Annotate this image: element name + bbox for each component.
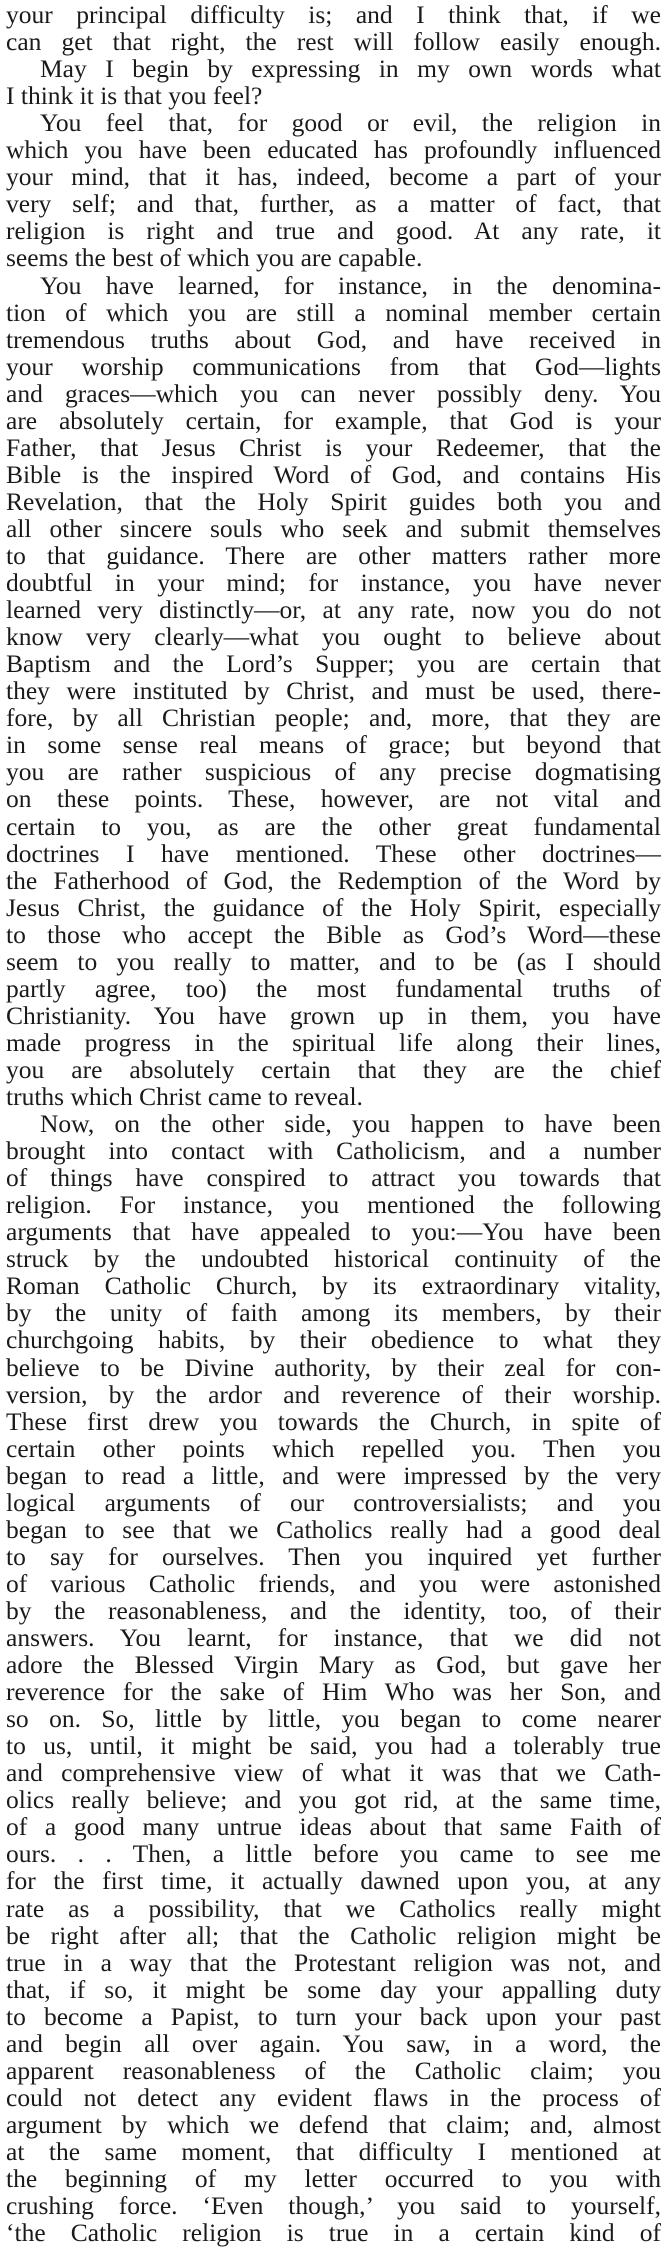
- text-line: religion. For instance, you mentioned the following: [6, 1191, 661, 1220]
- text-line: by the unity of faith among its members, by their: [6, 1299, 661, 1328]
- text-line: all other sincere souls who seek and submit themselves: [6, 514, 661, 543]
- text-line: at the same moment, that difficulty I mentioned at: [6, 2137, 661, 2166]
- text-line: Baptism and the Lord’s Supper; you are certain that: [6, 650, 661, 679]
- text-line: Christianity. You have grown up in them, you have: [6, 1001, 661, 1030]
- text-line: logical arguments of our controversialists; and you: [6, 1488, 661, 1517]
- text-line: to say for ourselves. Then you inquired yet further: [6, 1542, 661, 1571]
- text-line: religion is right and true and good. At any rate, it: [6, 217, 661, 246]
- text-line: are absolutely certain, for example, that God is your: [6, 406, 661, 435]
- text-line: fore, by all Christian people; and, more, that they are: [6, 704, 661, 733]
- text-line: Roman Catholic Church, by its extraordinary vitality,: [6, 1272, 661, 1301]
- text-line: tremendous truths about God, and have received in: [6, 325, 661, 354]
- text-line: Jesus Christ, the guidance of the Holy Spirit, especially: [6, 893, 661, 922]
- text-line: your principal difficulty is; and I think that, if we: [6, 1, 661, 29]
- text-line: you are absolutely certain that they are the chief: [6, 1055, 661, 1084]
- text-line: learned very distinctly—or, at any rate, now you do not: [6, 596, 661, 625]
- text-line: believe to be Divine authority, by their zeal for con-: [6, 1353, 661, 1382]
- text-line: the Fatherhood of God, the Redemption of the Word by: [6, 866, 661, 895]
- text-line: by the reasonableness, and the identity, too, of their: [6, 1596, 661, 1625]
- text-line: your mind, that it has, indeed, become a part of your: [6, 163, 661, 192]
- text-line: argument by which we defend that claim; and, almost: [6, 2110, 661, 2139]
- text-line: Father, that Jesus Christ is your Redeemer, that the: [6, 433, 661, 462]
- text-line: olics really believe; and you got rid, at the same time,: [6, 1786, 661, 1815]
- text-line: brought into contact with Catholicism, and a number: [6, 1137, 661, 1166]
- text-line: You have learned, for instance, in the denomina-: [40, 271, 661, 300]
- text-line: seem to you really to matter, and to be (as I should: [6, 947, 661, 976]
- text-line: for the first time, it actually dawned upon you, at any: [6, 1867, 661, 1896]
- text-line: could not detect any evident flaws in the process of: [6, 2083, 661, 2112]
- text-line: partly agree, too) the most fundamental truths of: [6, 974, 661, 1003]
- text-line: answers. You learnt, for instance, that we did not: [6, 1624, 661, 1652]
- text-line: know very clearly—what you ought to believe about: [6, 623, 661, 652]
- text-line: rate as a possibility, that we Catholics really might: [6, 1894, 661, 1923]
- text-line: of things have conspired to attract you towards that: [6, 1164, 661, 1193]
- text-line: version, by the ardor and reverence of their worship.: [6, 1380, 661, 1409]
- text-line: very self; and that, further, as a matter of fact, that: [6, 190, 661, 219]
- text-line: churchgoing habits, by their obedience to what they: [6, 1326, 661, 1355]
- text-line: adore the Blessed Virgin Mary as God, but gave her: [6, 1651, 661, 1680]
- text-line: May I begin by expressing in my own words what: [40, 55, 661, 84]
- text-line: ‘the Catholic religion is true in a certain kind of: [6, 2219, 661, 2248]
- text-line: I think it is that you feel?: [6, 82, 263, 111]
- text-line: of a good many untrue ideas about that same Faith of: [6, 1813, 661, 1842]
- text-line: Bible is the inspired Word of God, and contains His: [6, 460, 661, 489]
- text-line: the beginning of my letter occurred to you with: [6, 2165, 661, 2193]
- text-line: on these points. These, however, are not vital and: [6, 785, 661, 814]
- text-line: certain to you, as are the other great fundamental: [6, 812, 661, 841]
- text-line: which you have been educated has profoundly influenced: [6, 136, 661, 165]
- text-line: can get that right, the rest will follow easily enough.: [6, 28, 661, 57]
- text-line: Now, on the other side, you happen to have been: [40, 1110, 661, 1139]
- text-line: seems the best of which you are capable.: [6, 244, 423, 273]
- text-line: Revelation, that the Holy Spirit guides both you and: [6, 487, 661, 516]
- text-line: to those who accept the Bible as God’s Word—these: [6, 920, 661, 949]
- text-line: to that guidance. There are other matters rather more: [6, 542, 661, 570]
- text-line: tion of which you are still a nominal member certain: [6, 298, 661, 327]
- document-page: [6, 0, 661, 2252]
- text-line: certain other points which repelled you. Then you: [6, 1434, 661, 1463]
- text-line: reverence for the sake of Him Who was her Son, and: [6, 1678, 661, 1707]
- text-line: your worship communications from that God—lights: [6, 352, 661, 381]
- text-line: made progress in the spiritual life along their lines,: [6, 1028, 661, 1057]
- text-line: be right after all; that the Catholic religion might be: [6, 1921, 661, 1950]
- text-line: of various Catholic friends, and you were astonished: [6, 1569, 661, 1598]
- text-line: to become a Papist, to turn your back upon your past: [6, 2002, 661, 2031]
- text-line: crushing force. ‘Even though,’ you said to yourself,: [6, 2192, 661, 2221]
- text-line: struck by the undoubted historical continuity of the: [6, 1245, 661, 1274]
- text-line: that, if so, it might be some day your appalling duty: [6, 1975, 661, 2004]
- text-line: apparent reasonableness of the Catholic claim; you: [6, 2056, 661, 2085]
- text-line: ours. . . Then, a little before you came to see me: [6, 1840, 661, 1869]
- text-line: and begin all over again. You saw, in a word, the: [6, 2029, 661, 2058]
- text-line: to us, until, it might be said, you had a tolerably true: [6, 1732, 661, 1761]
- text-line: You feel that, for good or evil, the religion in: [40, 109, 661, 138]
- text-line: truths which Christ came to reveal.: [6, 1083, 363, 1111]
- text-line: began to see that we Catholics really had a good deal: [6, 1515, 661, 1544]
- text-line: in some sense real means of grace; but beyond that: [6, 731, 661, 760]
- text-line: and graces—which you can never possibly deny. You: [6, 379, 661, 408]
- text-line: you are rather suspicious of any precise dogmatising: [6, 758, 661, 787]
- text-line: they were instituted by Christ, and must be used, there-: [6, 677, 661, 706]
- text-line: began to read a little, and were impressed by the very: [6, 1461, 661, 1490]
- text-line: and comprehensive view of what it was that we Cath-: [6, 1759, 661, 1788]
- text-line: true in a way that the Protestant religion was not, and: [6, 1948, 661, 1977]
- text-line: doctrines I have mentioned. These other doctrines—: [6, 839, 661, 868]
- text-line: so on. So, little by little, you began to come nearer: [6, 1705, 661, 1734]
- text-line: These first drew you towards the Church, in spite of: [6, 1407, 661, 1436]
- text-line: doubtful in your mind; for instance, you have never: [6, 569, 661, 598]
- text-line: arguments that have appealed to you:—You have been: [6, 1218, 661, 1247]
